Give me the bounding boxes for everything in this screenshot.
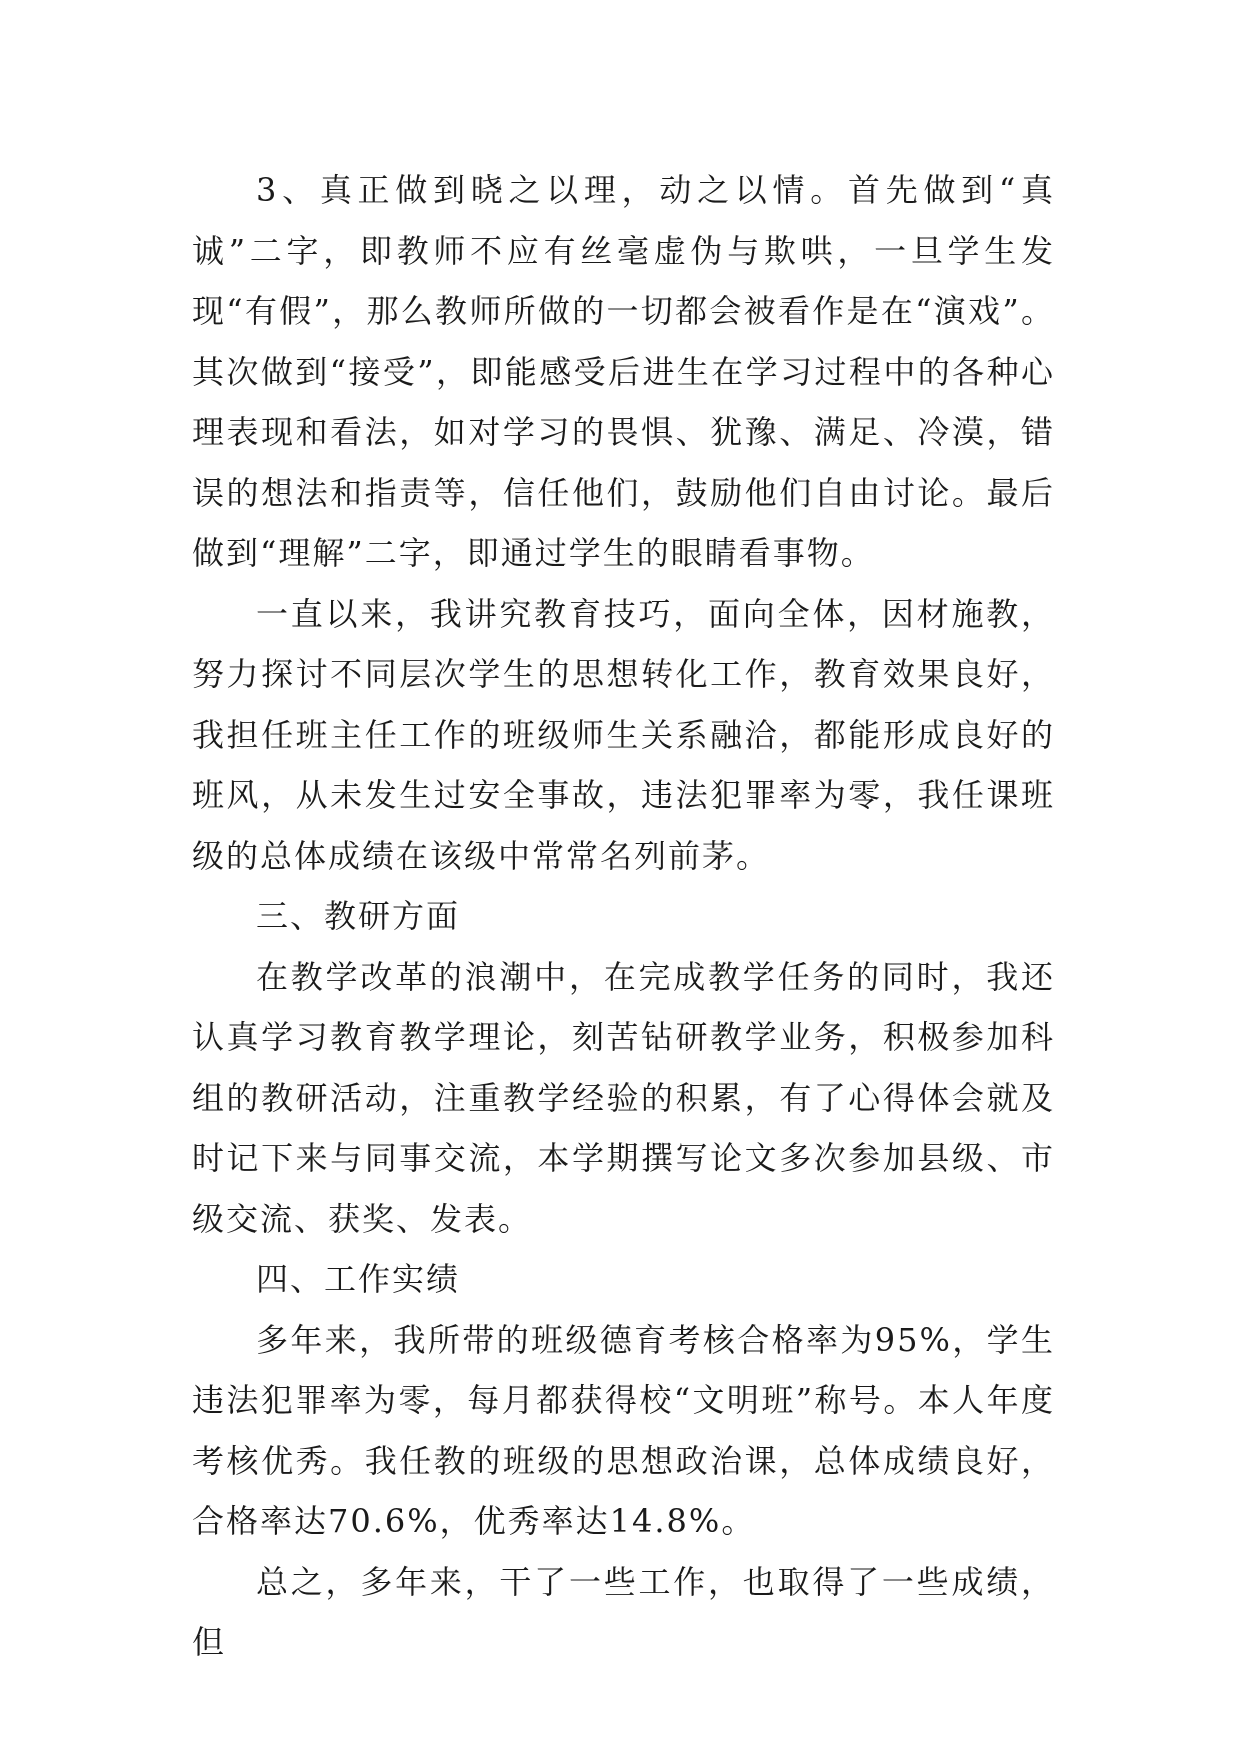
paragraph-research: 在教学改革的浪潮中，在完成教学任务的同时，我还认真学习教育教学理论，刻苦钻研教学业务，积极参加科组的教研活动，注重教学经验的积累，有了心得体会就及时记下来与同事交流，本学期撰写论文多次参加县级、市级交流、获奖、发表。	[192, 957, 1055, 1238]
paragraph-teaching-skills: 一直以来，我讲究教育技巧，面向全体，因材施教，努力探讨不同层次学生的思想转化工作，教育效果良好，我担任班主任工作的班级师生关系融洽，都能形成良好的班风，从未发生过安全事故，违法犯罪率为零，我任课班级的总体成绩在该级中常常名列前茅。	[192, 594, 1055, 875]
paragraph-summary: 总之，多年来，干了一些工作，也取得了一些成绩，但	[192, 1562, 1055, 1661]
paragraph-achievements: 多年来，我所带的班级德育考核合格率为95%，学生违法犯罪率为零，每月都获得校“文明班”称号。本人年度考核优秀。我任教的班级的思想政治课，总体成绩良好，合格率达70.6%，优秀率达14.8%。	[192, 1320, 1055, 1540]
paragraph-sincerity: 3、真正做到晓之以理，动之以情。首先做到“真诚”二字，即教师不应有丝毫虚伪与欺哄，一旦学生发现“有假”，那么教师所做的一切都会被看作是在“演戏”。其次做到“接受”，即能感受后进生在学习过程中的各种心理表现和看法，如对学习的畏惧、犹豫、满足、冷漠，错误的想法和指责等，信任他们，鼓励他们自由讨论。最后做到“理解”二字，即通过学生的眼睛看事物。	[192, 171, 1055, 572]
section-heading-research: 三、教研方面	[256, 897, 461, 935]
section-heading-achievements: 四、工作实绩	[256, 1260, 461, 1298]
document-body	[192, 160, 1055, 1673]
